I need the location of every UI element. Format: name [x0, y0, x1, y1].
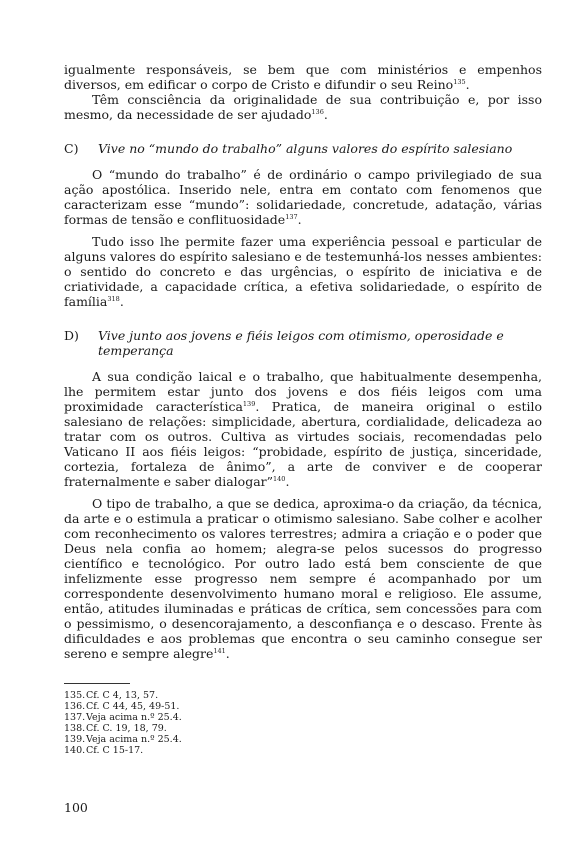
page-number: 100 [64, 800, 88, 815]
footnote-ref: 141 [213, 647, 226, 655]
footnote-ref: 136 [311, 108, 324, 116]
page-body [64, 62, 542, 756]
footnote: 136. Cf. C 44, 45, 49-51. [64, 701, 180, 712]
paragraph-3: O “mundo do trabalho” é de ordinário o campo privilegiado de sua ação apostólica. Inserido nele, entra em contato com fenomenos que caracterizam esse “mundo”: solidariedade, concretude, adatação, várias formas de tensão e conflituosidade$^{137}$. [64, 167, 542, 227]
footnotes [64, 690, 542, 756]
paragraph-5: A sua condição laical e o trabalho, que habitualmente desempenha, lhe permitem estar junto dos jovens e dos fiéis leigos com uma proximidade característica$^{139}$. Pratica, de maneira original o estilo salesiano de relações: simplicidade, abertura, cordialidade, delicadeza ao tratar com os outros. Cultiva as virtudes sociais, recomendadas pelo Vaticano II aos fiéis leigos: “probidade, espírito de justiça, sinceridade, cortezia, fortaleza de ânimo”, a arte de conviver e de cooperar fraternalmente e saber dialogar”$^{140}$. [64, 369, 542, 489]
footnote-divider [64, 683, 130, 684]
paragraph-1: igualmente responsáveis, se bem que com ministérios e empenhos diversos, em edificar o corpo de Cristo e difundir o seu Reino$^{135}$. [64, 62, 542, 92]
paragraph-4: Tudo isso lhe permite fazer uma experiência pessoal e particular de alguns valores do espírito salesiano e de testemunhá-los nesses ambientes: o sentido do concreto e das urgências, o espírito de iniciativa e de criatividade, a capacidade crítica, a efetiva solidariedade, o espírito de família$^{318}$. [64, 234, 542, 309]
footnote-ref: 137 [285, 213, 298, 221]
footnote: 135. Cf. C 4, 13, 57. [64, 690, 159, 701]
footnote-ref: 140 [273, 475, 286, 483]
section-d-heading: D) Vive junto aos jovens e fiéis leigos com otimismo, operosidade e temperança [64, 328, 504, 358]
footnote-ref: 135 [453, 78, 466, 86]
footnote-ref: 139 [242, 400, 256, 408]
paragraph-6: O tipo de trabalho, a que se dedica, aproxima-o da criação, da técnica, da arte e o estimula a praticar o otimismo salesiano. Sabe colher e acolher com reconhecimento os valores terrestres; admira a criação e o poder que Deus nela confia ao homem; alegra-se pelos sucessos do progresso científico e tecnológico. Por outro lado está bem consciente de que infelizmente esse progresso nem sempre é acompanhado por um correspondente desenvolvimento humano moral e religioso. Ele assume, então, atitudes iluminadas e práticas de crítica, sem concessões para com o pessimismo, o desencorajamento, a desconfiança e o descaso. Frente às dificuldades e aos problemas que encontra o seu caminho consegue ser sereno e sempre alegre$^{141}$. [64, 496, 542, 661]
footnote: 137. Veja acima n.º 25.4. [64, 712, 182, 723]
footnote: 140. Cf. C 15-17. [64, 745, 144, 756]
section-c-heading: C) Vive no “mundo do trabalho” alguns valores do espírito salesiano [64, 141, 513, 156]
paragraph-2: Têm consciência da originalidade de sua contribuição e, por isso mesmo, da necessidade de ser ajudado$^{136}$. [64, 92, 542, 122]
footnote: 138. Cf. C. 19, 18, 79. [64, 723, 167, 734]
footnote-ref: 318 [107, 295, 120, 303]
footnote: 139. Veja acima n.º 25.4. [64, 734, 182, 745]
